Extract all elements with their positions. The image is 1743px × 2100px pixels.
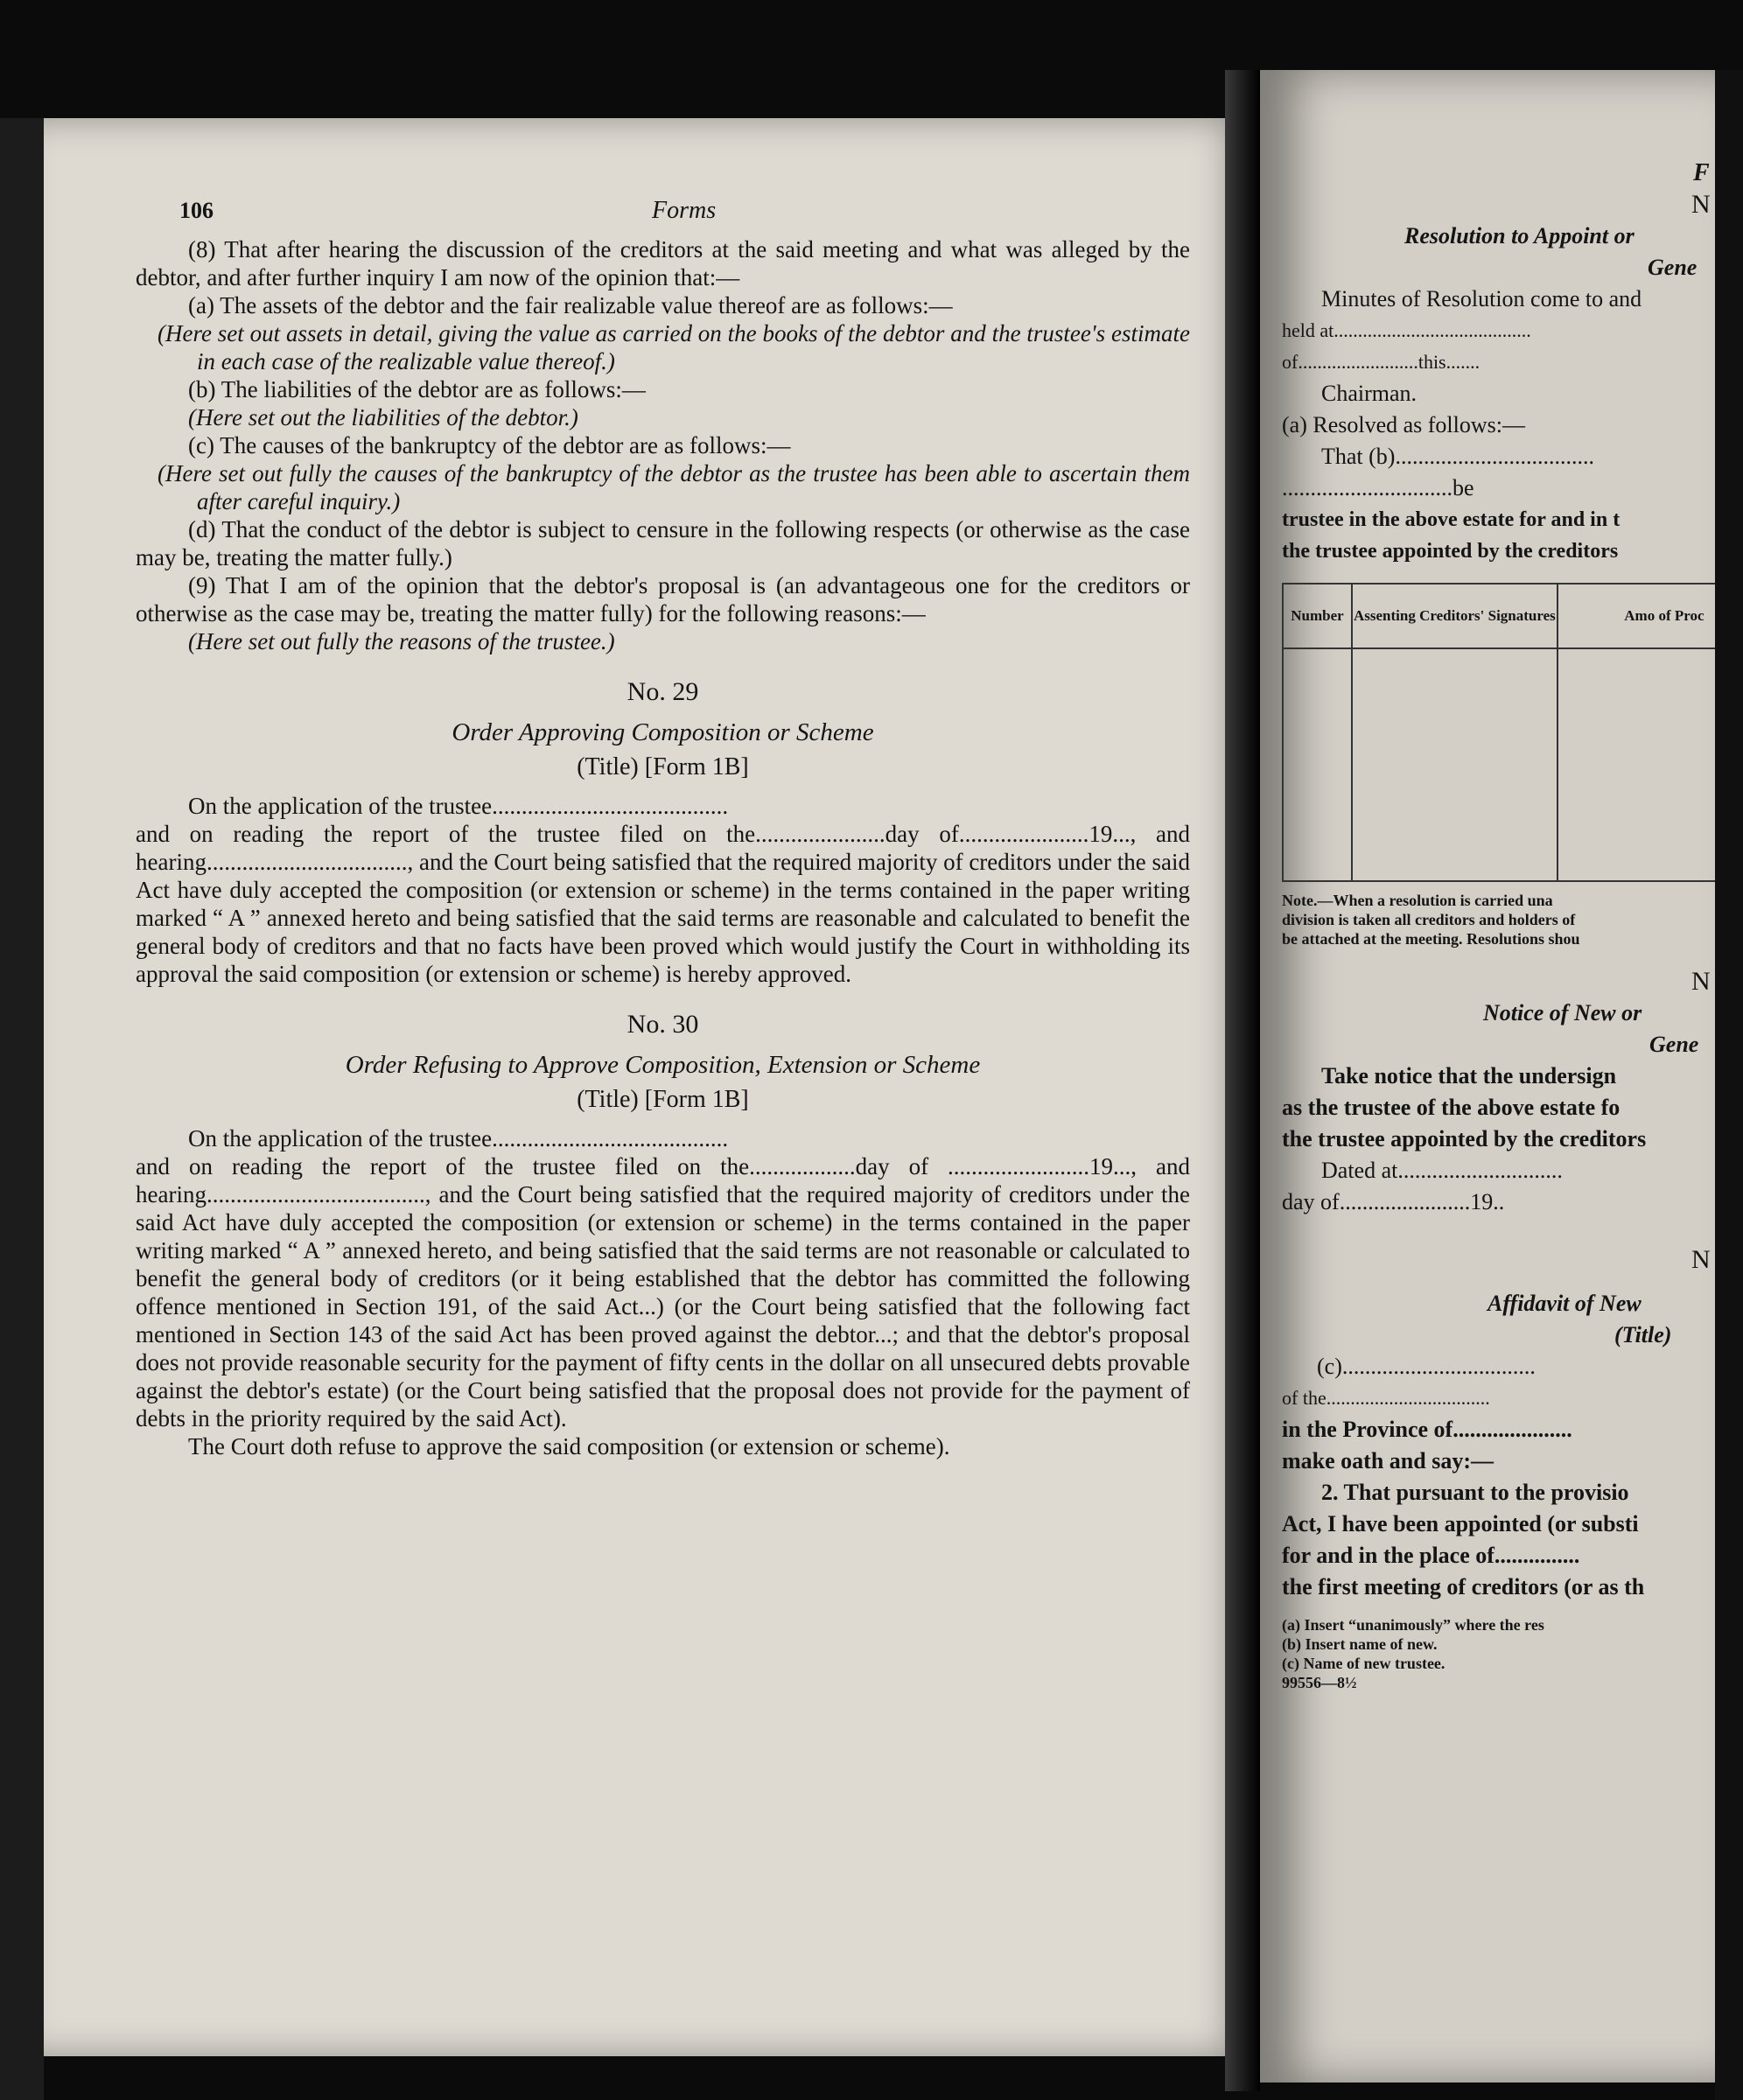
text-line: Resolution to Appoint or	[1404, 223, 1634, 248]
paragraph: (Here set out fully the reasons of the trustee.)	[188, 628, 615, 654]
right-page	[1260, 70, 1715, 2082]
form-29-body	[136, 792, 1190, 988]
text-line: N	[1691, 1245, 1711, 1274]
note-line: division is taken all creditors and holders of	[1282, 911, 1576, 928]
text-line: day of.......................19..	[1282, 1189, 1505, 1214]
text-line: That (b)...................................	[1321, 444, 1594, 469]
text-line: as the trustee of the above estate fo	[1282, 1095, 1620, 1120]
note-line: be attached at the meeting. Resolutions shou	[1282, 930, 1580, 948]
left-page-content	[136, 197, 1190, 1460]
text-line: of the..................................	[1282, 1387, 1490, 1409]
form-30-title-line: (Title) [Form 1B]	[577, 1086, 749, 1113]
text-line: F	[1693, 159, 1710, 186]
text-line: Notice of New or	[1483, 1000, 1642, 1026]
text-line: Dated at.............................	[1321, 1158, 1563, 1183]
paragraph: On the application of the trustee........................................	[188, 793, 729, 819]
footnote-line: 99556—8½	[1282, 1674, 1357, 1691]
text-line: (c)..................................	[1317, 1354, 1536, 1379]
text-line: 2. That pursuant to the provisio	[1321, 1480, 1629, 1505]
form-30-heading: Order Refusing to Approve Composition, Extension or Scheme	[345, 1051, 981, 1079]
paragraph: (8) That after hearing the discussion of the creditors at the said meeting and what was alleged by the debtor, and after further inquiry I am now of the opinion that:—	[136, 236, 1190, 290]
paragraph: (c) The causes of the bankruptcy of the debtor are as follows:—	[188, 432, 791, 458]
paragraph: (9) That I am of the opinion that the debtor's proposal is (an advantageous one for the creditors or otherwise as the case may be, treating the matter fully) for the following reasons:—	[136, 572, 1190, 626]
table-header-cell: Number	[1283, 584, 1352, 648]
paragraph: On the application of the trustee........................................	[188, 1125, 729, 1152]
table-row	[1283, 648, 1715, 878]
text-line: Affidavit of New	[1488, 1291, 1642, 1316]
text-line: in the Province of.....................	[1282, 1417, 1572, 1442]
right-page-lower-text	[1282, 966, 1715, 1603]
left-page-edge	[0, 118, 44, 2100]
text-line: make oath and say:—	[1282, 1448, 1494, 1474]
table-row	[1283, 878, 1715, 881]
creditors-table	[1282, 583, 1715, 882]
form-30-number: No. 30	[626, 1010, 699, 1039]
text-line: for and in the place of...............	[1282, 1543, 1580, 1568]
table-header-row	[1283, 584, 1715, 648]
right-page-upper-text	[1282, 158, 1715, 567]
table-header-cell: Amo of Proc	[1558, 584, 1715, 648]
table-header-cell: Assenting Creditors' Signatures	[1352, 584, 1558, 648]
text-line: N	[1691, 190, 1711, 219]
text-line: trustee in the above estate for and in t	[1282, 508, 1620, 531]
text-line: the trustee appointed by the creditors	[1282, 1126, 1647, 1152]
footnote-line: (c) Name of new trustee.	[1282, 1655, 1446, 1672]
left-page	[44, 118, 1256, 2056]
page-header	[136, 197, 1190, 235]
text-line: Gene	[1648, 255, 1698, 280]
text-line: (a) Resolved as follows:—	[1282, 412, 1526, 438]
text-line: the first meeting of creditors (or as th	[1282, 1574, 1645, 1600]
paragraph: and on reading the report of the trustee filed on the......................day of......................19..., and hearing.................................., and the Court being satisfied that the required majority of creditors under the said Act have duly accepted the composition (or extension or scheme) in the terms contained in the paper writing marked “ A ” annexed hereto and being satisfied that the said terms are reasonable and calculated to benefit the general body of creditors and that no facts have been proved which would justify the Court in withholding its approval the said composition (or extension or scheme) is hereby approved.	[136, 821, 1190, 987]
form-29-number: No. 29	[626, 677, 699, 706]
form-30-body	[136, 1124, 1190, 1460]
paragraph: and on reading the report of the trustee filed on the..................day of ........................19..., and hearing....................................., and the Court being satisfied that the required majority of creditors under the said Act have duly accepted the composition (or extension or scheme) in the terms contained in the paper writing marked “ A ” annexed hereto, and being satisfied that the said terms are not reasonable or calculated to benefit the general body of creditors (or it being established that the debtor has committed the following offence mentioned in Section 191, of the said Act...) (or the Court being satisfied that the following fact mentioned in Section 143 of the said Act has been proved against the debtor...; and that the debtor's proposal does not provide reasonable security for the payment of fifty cents in the dollar on all unsecured debts provable against the debtor's estate) (or the Court being satisfied that the proposal does not provide for the payment of debts in the priority required by the said Act).	[136, 1153, 1190, 1432]
footnote-line: (a) Insert “unanimously” where the res	[1282, 1616, 1544, 1634]
paragraph: (Here set out fully the causes of the bankruptcy of the debtor as the trustee has been able to ascertain them after careful inquiry.)	[158, 460, 1190, 514]
paragraph: (b) The liabilities of the debtor are as follows:—	[188, 376, 646, 402]
text-line: held at.........................................	[1282, 319, 1531, 341]
text-line: Chairman.	[1321, 381, 1418, 406]
footnote-line: (b) Insert name of new.	[1282, 1635, 1438, 1653]
running-title: Forms	[652, 197, 717, 224]
form-28-continuation	[136, 235, 1190, 655]
paragraph: (a) The assets of the debtor and the fair realizable value thereof are as follows:—	[188, 292, 953, 318]
right-page-content	[1282, 158, 1715, 1692]
text-line: (Title)	[1614, 1322, 1672, 1348]
text-line: Gene	[1649, 1032, 1699, 1057]
text-line: of.........................this.......	[1282, 351, 1480, 373]
table-note	[1282, 891, 1715, 948]
footnotes	[1282, 1615, 1715, 1692]
book-spine	[1225, 70, 1260, 2091]
form-29-title-line: (Title) [Form 1B]	[577, 753, 749, 780]
text-line: Minutes of Resolution come to and	[1321, 286, 1642, 312]
form-29-heading: Order Approving Composition or Scheme	[452, 718, 874, 746]
page-number: 106	[179, 198, 214, 223]
text-line: ..............................be	[1282, 475, 1474, 500]
text-line: the trustee appointed by the creditors	[1282, 540, 1619, 563]
text-line: N	[1691, 967, 1711, 996]
note-line: Note.—When a resolution is carried una	[1282, 892, 1553, 909]
paragraph: (d) That the conduct of the debtor is subject to censure in the following respects (or otherwise as the case may be, treating the matter fully.)	[136, 516, 1190, 570]
paragraph: (Here set out the liabilities of the debtor.)	[188, 404, 578, 430]
paragraph: (Here set out assets in detail, giving the value as carried on the books of the debtor and the trustee's estimate in each case of the realizable value thereof.)	[158, 320, 1190, 374]
text-line: Act, I have been appointed (or substi	[1282, 1511, 1639, 1536]
right-page-edge	[1715, 70, 1743, 2100]
paragraph: The Court doth refuse to approve the said composition (or extension or scheme).	[188, 1433, 950, 1460]
text-line: Take notice that the undersign	[1321, 1063, 1617, 1088]
